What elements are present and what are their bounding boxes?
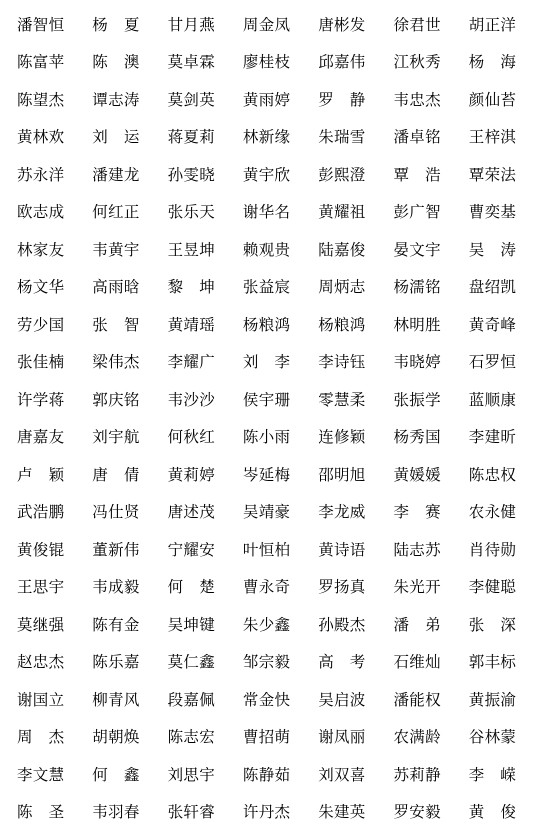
name-row: [17, 531, 550, 569]
name-cell: 韦成毅: [92, 578, 140, 597]
name-cell: 谢华名: [242, 203, 291, 222]
name-cell: 黄俊锟: [17, 540, 65, 559]
name-row: [17, 381, 550, 419]
name-cell: 周炳志: [318, 278, 366, 297]
name-cell: 邹宗毅: [242, 653, 291, 672]
name-cell: 连修颖: [318, 428, 366, 447]
name-cell: 潘 弟: [393, 615, 441, 634]
name-cell: 唐彬发: [318, 15, 366, 34]
name-cell: 蒋夏莉: [167, 128, 215, 147]
name-cell: 陈志宏: [167, 728, 215, 747]
name-cell: 陈有金: [92, 615, 140, 634]
name-cell: 张轩睿: [167, 803, 215, 822]
name-cell: 吴 涛: [468, 240, 517, 259]
name-cell: 邱嘉伟: [318, 53, 366, 72]
name-cell: 孙雯晓: [167, 165, 215, 184]
name-cell: 朱少鑫: [242, 615, 291, 634]
name-cell: 石罗恒: [468, 353, 517, 372]
name-grid: [17, 6, 550, 831]
name-cell: 李健聪: [468, 578, 517, 597]
name-cell: 肖待勋: [468, 540, 517, 559]
name-cell: 廖桂枝: [242, 53, 291, 72]
name-cell: 谢国立: [17, 690, 65, 709]
name-cell: 韦忠杰: [393, 90, 441, 109]
name-cell: 吴启波: [318, 690, 366, 709]
name-cell: 杨 海: [468, 53, 517, 72]
name-cell: 何红正: [92, 203, 140, 222]
name-cell: 林明胜: [393, 315, 441, 334]
name-cell: 谷林蒙: [468, 728, 517, 747]
name-cell: 李 嵘: [468, 765, 517, 784]
name-cell: 周金凤: [242, 15, 291, 34]
name-cell: 陈乐嘉: [92, 653, 140, 672]
name-cell: 黄靖瑶: [167, 315, 215, 334]
name-cell: 王思宇: [17, 578, 65, 597]
name-cell: 林新缘: [242, 128, 291, 147]
name-row: [17, 794, 550, 832]
name-cell: 柳青风: [92, 690, 140, 709]
name-cell: 颜仙苔: [468, 90, 517, 109]
name-cell: 胡朝焕: [92, 728, 140, 747]
name-cell: 曹奕基: [468, 203, 517, 222]
name-row: [17, 44, 550, 82]
name-cell: 黄莉婷: [167, 465, 215, 484]
name-cell: 杨濡铭: [393, 278, 441, 297]
name-cell: 黄林欢: [17, 128, 65, 147]
name-cell: 陈小雨: [242, 428, 291, 447]
name-cell: 何秋红: [167, 428, 215, 447]
name-row: [17, 644, 550, 682]
name-cell: 张佳楠: [17, 353, 65, 372]
name-cell: 张乐天: [167, 203, 215, 222]
name-row: [17, 494, 550, 532]
name-cell: 韦沙沙: [167, 390, 215, 409]
name-row: [17, 231, 550, 269]
name-row: [17, 269, 550, 307]
name-cell: 刘 运: [92, 128, 140, 147]
name-row: [17, 119, 550, 157]
name-cell: 唐 倩: [92, 465, 140, 484]
name-cell: 陈 圣: [17, 803, 65, 822]
name-cell: 邵明旭: [318, 465, 366, 484]
name-cell: 杨秀国: [393, 428, 441, 447]
name-cell: 周 杰: [17, 728, 65, 747]
name-cell: 石维灿: [393, 653, 441, 672]
name-row: [17, 81, 550, 119]
name-cell: 覃 浩: [393, 165, 441, 184]
name-cell: 郭丰标: [468, 653, 517, 672]
name-cell: 武浩鹏: [17, 503, 65, 522]
name-cell: 许学蒋: [17, 390, 65, 409]
name-cell: 卢 颖: [17, 465, 65, 484]
name-cell: 张益宸: [242, 278, 291, 297]
name-cell: 彭熙澄: [318, 165, 366, 184]
name-cell: 朱建英: [318, 803, 366, 822]
name-cell: 刘宇航: [92, 428, 140, 447]
name-cell: 高雨晗: [92, 278, 140, 297]
name-cell: 徐君世: [393, 15, 441, 34]
name-cell: 陆志苏: [393, 540, 441, 559]
name-cell: 蓝顺康: [468, 390, 517, 409]
name-cell: 韦黄宇: [92, 240, 140, 259]
name-cell: 张 深: [468, 615, 517, 634]
name-cell: 吴坤键: [167, 615, 215, 634]
name-cell: 杨粮鸿: [318, 315, 366, 334]
name-cell: 潘智恒: [17, 15, 65, 34]
name-cell: 曹招萌: [242, 728, 291, 747]
name-cell: 刘 李: [242, 353, 291, 372]
name-row: [17, 456, 550, 494]
name-cell: 陈富苹: [17, 53, 65, 72]
name-cell: 许丹杰: [242, 803, 291, 822]
name-cell: 刘思宇: [167, 765, 215, 784]
name-cell: 苏永洋: [17, 165, 65, 184]
name-cell: 陈静茹: [242, 765, 291, 784]
name-cell: 黎 坤: [167, 278, 215, 297]
name-cell: 甘月燕: [167, 15, 215, 34]
name-cell: 朱光开: [393, 578, 441, 597]
name-cell: 曹永奇: [242, 578, 291, 597]
name-cell: 欧志成: [17, 203, 65, 222]
name-cell: 刘双喜: [318, 765, 366, 784]
name-cell: 韦羽春: [92, 803, 140, 822]
name-cell: 林家友: [17, 240, 65, 259]
name-cell: 胡正洋: [468, 15, 517, 34]
name-cell: 潘建龙: [92, 165, 140, 184]
name-cell: 赖观贵: [242, 240, 291, 259]
name-cell: 侯宇珊: [242, 390, 291, 409]
name-cell: 陈忠权: [468, 465, 517, 484]
name-cell: 叶恒柏: [242, 540, 291, 559]
name-cell: 杨 夏: [92, 15, 140, 34]
name-cell: 王梓淇: [468, 128, 517, 147]
name-cell: 宁耀安: [167, 540, 215, 559]
name-cell: 罗 静: [318, 90, 366, 109]
name-cell: 杨文华: [17, 278, 65, 297]
name-cell: 张振学: [393, 390, 441, 409]
name-cell: 李文慧: [17, 765, 65, 784]
name-cell: 李建昕: [468, 428, 517, 447]
name-cell: 黄 俊: [468, 803, 517, 822]
name-row: [17, 569, 550, 607]
name-cell: 朱瑞雪: [318, 128, 366, 147]
name-row: [17, 194, 550, 232]
name-cell: 杨粮鸿: [242, 315, 291, 334]
name-row: [17, 344, 550, 382]
name-cell: 罗扬真: [318, 578, 366, 597]
name-cell: 冯仕贤: [92, 503, 140, 522]
name-cell: 潘能权: [393, 690, 441, 709]
name-row: [17, 719, 550, 757]
name-cell: 莫继强: [17, 615, 65, 634]
name-row: [17, 681, 550, 719]
name-cell: 覃荣法: [468, 165, 517, 184]
name-row: [17, 156, 550, 194]
name-cell: 何 鑫: [92, 765, 140, 784]
name-row: [17, 306, 550, 344]
name-cell: 唐述茂: [167, 503, 215, 522]
name-cell: 张 智: [92, 315, 140, 334]
name-cell: 盘绍凯: [468, 278, 517, 297]
name-cell: 唐嘉友: [17, 428, 65, 447]
name-cell: 江秋秀: [393, 53, 441, 72]
name-cell: 陆嘉俊: [318, 240, 366, 259]
name-cell: 陈望杰: [17, 90, 65, 109]
name-cell: 黄诗语: [318, 540, 366, 559]
name-cell: 莫剑英: [167, 90, 215, 109]
name-cell: 罗安毅: [393, 803, 441, 822]
name-cell: 农永健: [468, 503, 517, 522]
name-cell: 谢凤丽: [318, 728, 366, 747]
name-cell: 晏文宇: [393, 240, 441, 259]
name-cell: 黄振渝: [468, 690, 517, 709]
name-cell: 谭志涛: [92, 90, 140, 109]
name-cell: 苏莉静: [393, 765, 441, 784]
name-cell: 零慧柔: [318, 390, 366, 409]
name-cell: 赵忠杰: [17, 653, 65, 672]
name-cell: 高 考: [318, 653, 366, 672]
name-cell: 农满龄: [393, 728, 441, 747]
name-cell: 段嘉佩: [167, 690, 215, 709]
name-cell: 何 楚: [167, 578, 215, 597]
name-cell: 黄奇峰: [468, 315, 517, 334]
name-cell: 黄宇欣: [242, 165, 291, 184]
name-cell: 陈 澳: [92, 53, 140, 72]
name-cell: 王昱坤: [167, 240, 215, 259]
name-cell: 郭庆铭: [92, 390, 140, 409]
name-cell: 孙殿杰: [318, 615, 366, 634]
name-cell: 黄雨婷: [242, 90, 291, 109]
name-cell: 潘卓铭: [393, 128, 441, 147]
name-cell: 莫卓霖: [167, 53, 215, 72]
name-row: [17, 419, 550, 457]
name-cell: 常金快: [242, 690, 291, 709]
name-cell: 李诗钰: [318, 353, 366, 372]
name-cell: 韦晓婷: [393, 353, 441, 372]
name-row: [17, 6, 550, 44]
name-cell: 李耀广: [167, 353, 215, 372]
name-cell: 莫仁鑫: [167, 653, 215, 672]
name-cell: 梁伟杰: [92, 353, 140, 372]
name-row: [17, 756, 550, 794]
name-cell: 李 赛: [393, 503, 441, 522]
name-cell: 岑延梅: [242, 465, 291, 484]
name-cell: 董新伟: [92, 540, 140, 559]
name-cell: 吴靖豪: [242, 503, 291, 522]
name-cell: 黄媛媛: [393, 465, 441, 484]
name-row: [17, 606, 550, 644]
name-cell: 李龙威: [318, 503, 366, 522]
name-cell: 彭广智: [393, 203, 441, 222]
name-cell: 黄耀祖: [318, 203, 366, 222]
name-cell: 劳少国: [17, 315, 65, 334]
